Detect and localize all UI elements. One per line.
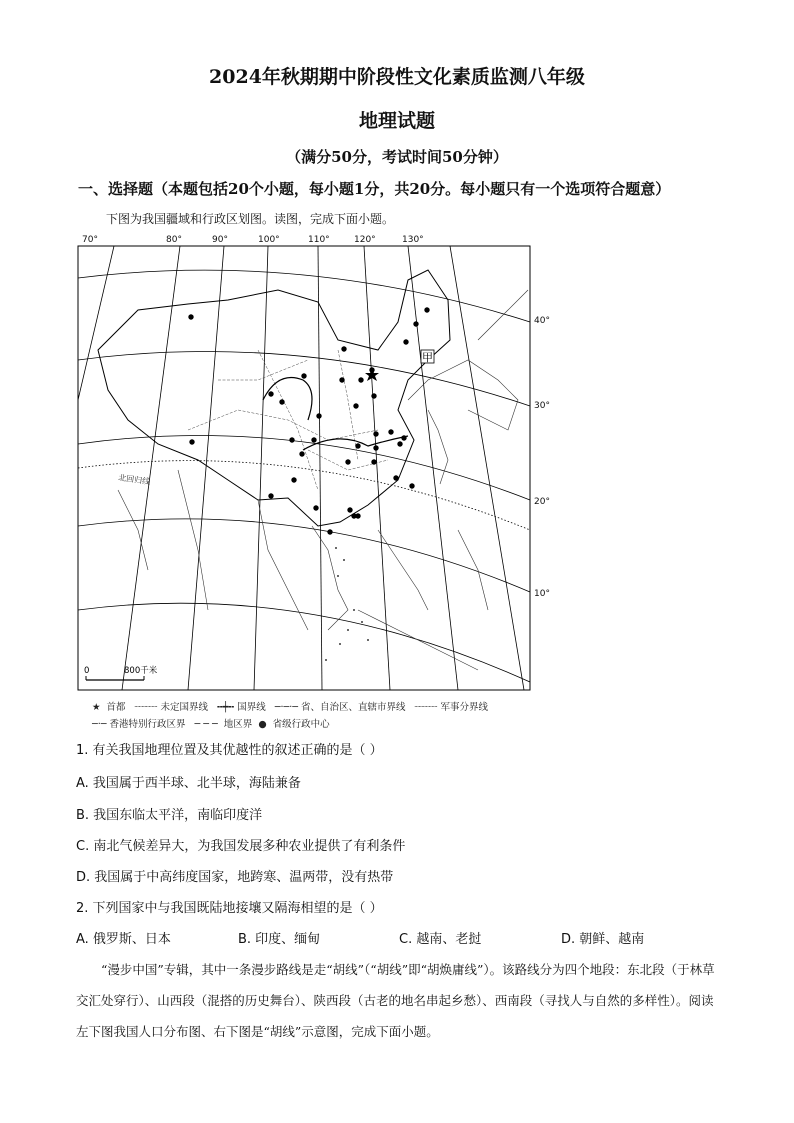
lat-label: 30°	[534, 401, 550, 411]
exam-note: （满分50分，考试时间50分钟）	[286, 148, 508, 166]
question-2-option-d: D. 朝鲜、越南	[561, 932, 645, 947]
scale-zero: 0	[84, 666, 90, 676]
lat-label: 40°	[534, 316, 550, 326]
marker-jia: 甲	[422, 351, 433, 364]
lon-label: 110°	[308, 235, 330, 245]
question-2-option-c: C. 越南、老挝	[399, 932, 482, 947]
lat-label: 10°	[534, 589, 550, 599]
lon-label: 70°	[82, 235, 98, 245]
lat-label: 20°	[534, 497, 550, 507]
question-1-option-c: C. 南北气候差异大，为我国发展多种农业提供了有利条件	[76, 839, 406, 854]
lon-label: 90°	[212, 235, 228, 245]
question-2-option-b: B. 印度、缅甸	[238, 932, 321, 947]
question-1-option-b: B. 我国东临太平洋，南临印度洋	[76, 808, 263, 823]
scale-label: 800千米	[124, 666, 158, 676]
map-intro: 下图为我国疆域和行政区划图。读图，完成下面小题。	[106, 212, 395, 226]
question-1-option-a: A. 我国属于西半球、北半球，海陆兼备	[76, 776, 301, 791]
exam-title: 2024年秋期期中阶段性文化素质监测八年级	[209, 66, 585, 88]
map-legend-line1: ★ 首都 ┈┈┈┈ 未定国界线 ╍┿╍ 国界线 ─·─·─ 省、自治区、直辖市界线 ┈┈┈┈ 军事分界线	[92, 702, 488, 713]
question-1-stem: 1. 有关我国地理位置及其优越性的叙述正确的是（ ）	[76, 743, 383, 758]
tropic-label: 北回归线	[117, 473, 151, 487]
lon-label: 120°	[354, 235, 376, 245]
lon-label: 80°	[166, 235, 182, 245]
china-map	[78, 230, 550, 692]
passage: “漫步中国”专辑，其中一条漫步路线是走“胡线”（“胡线”即“胡焕庸线”）。该路线分为四个地段：东北段（于林草交汇处穿行）、山西段（混搭的历史舞台）、陕西段（古老的地名串起乡愁）、西南段（寻找人与自然的多样性）。阅读左下图我国人口分布图、右下图是“胡线”示意图，完成下面小题。	[76, 962, 715, 1039]
subject-title: 地理试题	[358, 110, 435, 132]
question-2-stem: 2. 下列国家中与我国既陆地接壤又隔海相望的是（ ）	[76, 901, 383, 916]
lon-label: 130°	[402, 235, 424, 245]
question-2-option-a: A. 俄罗斯、日本	[76, 932, 171, 947]
lon-label: 100°	[258, 235, 280, 245]
map-legend-line2: ─·─ 香港特别行政区界 ─ ─ ─ 地区界 ● 省级行政中心	[92, 719, 330, 730]
question-1-option-d: D. 我国属于中高纬度国家，地跨寒、温两带，没有热带	[76, 870, 394, 885]
section-heading: 一、选择题（本题包括20个小题，每小题1分，共20分。每小题只有一个选项符合题意）	[78, 180, 671, 198]
